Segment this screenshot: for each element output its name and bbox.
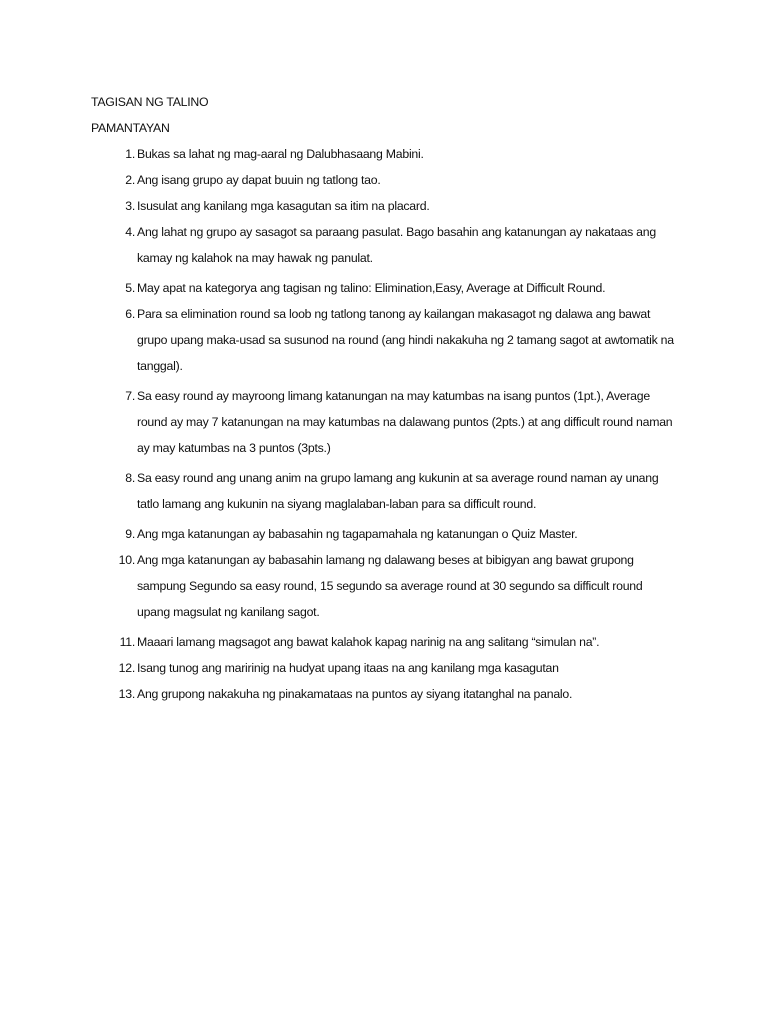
document-subtitle: PAMANTAYAN — [91, 121, 170, 135]
list-item — [91, 387, 691, 461]
list-text: Sa easy round ay mayroong limang katanungan na may katumbas na isang puntos (1pt.), Average round ay may 7 katanungan na may katumbas na dalawang puntos (2pts.) at ang difficult round naman ay may katumbas na 3 puntos (3pts.) — [137, 389, 673, 455]
list-text: Ang isang grupo ay dapat buuin ng tatlong tao. — [137, 173, 381, 187]
list-item — [91, 551, 691, 625]
list-item — [91, 633, 691, 651]
list-item — [91, 659, 691, 677]
list-item — [91, 197, 691, 215]
list-item — [91, 145, 691, 163]
list-item — [91, 279, 691, 297]
rules-list — [91, 145, 691, 703]
list-item — [91, 171, 691, 189]
list-number: 9. — [125, 527, 135, 541]
list-number: 8. — [125, 471, 135, 485]
list-number: 13. — [118, 687, 135, 701]
list-text: Ang mga katanungan ay babasahin lamang ng dalawang beses at bibigyan ang bawat grupong sampung Segundo sa easy round, 15 segundo sa average round at 30 segundo sa difficult round upang magsulat ng kanilang sagot. — [137, 553, 643, 619]
list-number: 11. — [119, 635, 135, 649]
list-text: May apat na kategorya ang tagisan ng talino: Elimination,Easy, Average at Difficult Round. — [137, 281, 606, 295]
list-text: Ang grupong nakakuha ng pinakamataas na puntos ay siyang itatanghal na panalo. — [137, 687, 573, 701]
list-item — [91, 685, 691, 703]
list-number: 6. — [125, 307, 135, 321]
list-text: Para sa elimination round sa loob ng tatlong tanong ay kailangan makasagot ng dalawa ang bawat grupo upang maka-usad sa susunod na round (ang hindi nakakuha ng 2 tamang sagot at awtomatik na tanggal). — [137, 307, 674, 373]
list-text: Isang tunog ang maririnig na hudyat upang itaas na ang kanilang mga kasagutan — [137, 661, 559, 675]
list-text: Ang lahat ng grupo ay sasagot sa paraang pasulat. Bago basahin ang katanungan ay nakataas ang kamay ng kalahok na may hawak ng panulat. — [137, 225, 656, 265]
list-text: Sa easy round ang unang anim na grupo lamang ang kukunin at sa average round naman ay unang tatlo lamang ang kukunin na siyang maglalaban-laban para sa difficult round. — [137, 471, 659, 511]
list-number: 4. — [125, 225, 135, 239]
list-item — [91, 525, 691, 543]
list-number: 7. — [125, 389, 135, 403]
list-text: Ang mga katanungan ay babasahin ng tagapamahala ng katanungan o Quiz Master. — [137, 527, 578, 541]
list-item — [91, 305, 691, 379]
list-text: Isusulat ang kanilang mga kasagutan sa itim na placard. — [137, 199, 430, 213]
list-text: Bukas sa lahat ng mag-aaral ng Dalubhasaang Mabini. — [137, 147, 424, 161]
list-number: 3. — [125, 199, 135, 213]
list-item — [91, 469, 691, 517]
list-number: 2. — [125, 173, 135, 187]
document-title: TAGISAN NG TALINO — [91, 95, 209, 109]
list-number: 1. — [125, 147, 135, 161]
list-number: 5. — [125, 281, 135, 295]
list-number: 12. — [118, 661, 135, 675]
list-number: 10. — [118, 553, 135, 567]
list-text: Maaari lamang magsagot ang bawat kalahok kapag narinig na ang salitang “simulan na”. — [137, 635, 600, 649]
document-body — [91, 93, 691, 711]
list-item — [91, 223, 691, 271]
